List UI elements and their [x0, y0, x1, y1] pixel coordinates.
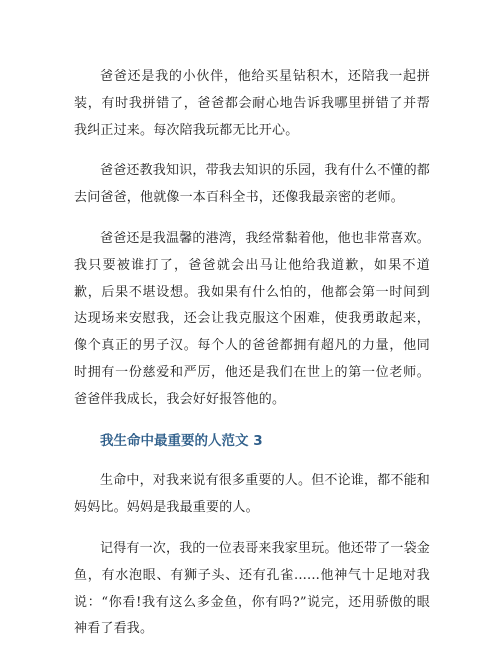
paragraph-harbor: 爸爸还是我温馨的港湾，我经常黏着他，他也非常喜欢。我只要被谁打了，爸爸就会出马让他给我道歉，如果不道歉，后果不堪设想。我如果有什么怕的，他都会第一时间到达现场来安慰我，还会让我克服这个困难，使我勇敢起来，像个真正的男子汉。每个人的爸爸都拥有超凡的力量，他同时拥有一份慈爱和严厉，他还是我们在世上的第一位老师。爸爸伴我成长，我会好好报答他的。	[74, 230, 431, 407]
paragraph-teacher: 爸爸还教我知识，带我去知识的乐园，我有什么不懂的都去问爸爸，他就像一本百科全书，还像我最亲密的老师。	[74, 163, 431, 206]
document-body	[74, 64, 430, 657]
section-heading: 我生命中最重要的人范文 3	[100, 432, 263, 449]
paragraph-mother: 生命中，对我来说有很多重要的人。但不论谁，都不能和妈妈比。妈妈是我最重要的人。	[74, 473, 431, 516]
paragraph-companion: 爸爸还是我的小伙伴，他给买星钻积木，还陪我一起拼装，有时我拼错了，爸爸都会耐心地告诉我哪里拼错了并帮我纠正过来。每次陪我玩都无比开心。	[74, 69, 430, 138]
paragraph-cousin: 记得有一次，我的一位表哥来我家里玩。他还带了一袋金鱼，有水泡眼、有狮子头、还有孔雀......他神气十足地对我说：“你看!我有这么多金鱼，你有吗?”说完，还用骄傲的眼神看了看我。	[74, 540, 431, 637]
